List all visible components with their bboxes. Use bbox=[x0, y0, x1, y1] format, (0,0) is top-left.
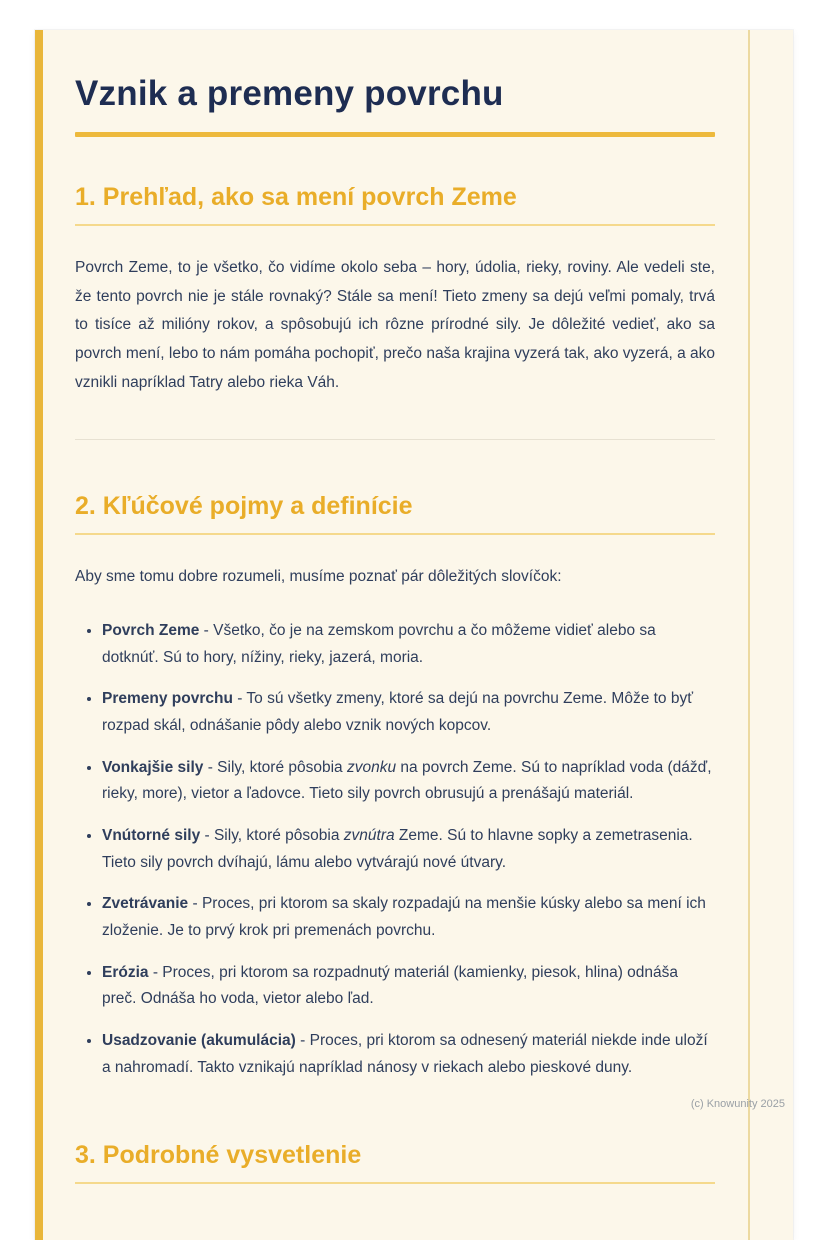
list-item bbox=[102, 618, 715, 671]
document-page bbox=[35, 30, 793, 1240]
term-label: Zvetrávanie bbox=[102, 895, 189, 913]
section-divider bbox=[75, 439, 715, 440]
term-label: Premeny povrchu bbox=[102, 690, 233, 708]
term-label: Vnútorné sily bbox=[102, 826, 201, 844]
term-label: Erózia bbox=[102, 963, 149, 981]
section-1-heading: 1. Prehľad, ako sa mení povrch Zeme bbox=[75, 183, 715, 226]
list-item bbox=[102, 891, 715, 944]
definition-text: - Proces, pri ktorom sa skaly rozpadajú na menšie kúsky alebo sa mení ich zloženie. Je to prvý krok pri premenách povrchu. bbox=[102, 895, 706, 939]
definition-text: - Proces, pri ktorom sa odnesený materiál niekde inde uloží a nahromadí. Takto vznikajú napríklad nánosy v riekach alebo pieskové duny. bbox=[102, 1031, 708, 1076]
section-1-paragraph: Povrch Zeme, to je všetko, čo vidíme okolo seba – hory, údolia, rieky, roviny. Ale vedeli ste, že tento povrch nie je stále rovnaký? Stále sa mení! Tieto zmeny sa dejú veľmi pomaly, trvá to tisíce až milióny rokov, a spôsobujú ich rôzne prírodné sily. Je dôležité vedieť, ako sa povrch mení, lebo to nám pomáha pochopiť, prečo naša krajina vyzerá tak, ako vyzerá, a ako vznikli napríklad Tatry alebo rieka Váh. bbox=[75, 259, 715, 391]
list-item bbox=[102, 1028, 715, 1081]
page-content bbox=[35, 30, 793, 1184]
copyright-note: (c) Knowunity 2025 bbox=[690, 1098, 785, 1110]
definition-text: - Všetko, čo je na zemskom povrchu a čo môžeme vidieť alebo sa dotknúť. Sú to hory, nížiny, rieky, jazerá, moria. bbox=[102, 622, 656, 666]
definition-text: - Sily, ktoré pôsobia bbox=[200, 826, 344, 844]
definition-text: - To sú všetky zmeny, ktoré sa dejú na povrchu Zeme. Môže to byť rozpad skál, odnášanie pôdy alebo vznik nových kopcov. bbox=[102, 690, 694, 734]
section-2-intro: Aby sme tomu dobre rozumeli, musíme poznať pár dôležitých slovíčok: bbox=[75, 568, 562, 586]
list-item bbox=[102, 823, 715, 876]
section-key-terms bbox=[75, 492, 715, 1081]
definitions-list bbox=[75, 618, 715, 1081]
definition-text: - Sily, ktoré pôsobia bbox=[203, 758, 347, 776]
list-item bbox=[102, 755, 715, 808]
title-underline bbox=[75, 132, 715, 137]
page-title: Vznik a premeny povrchu bbox=[75, 74, 504, 113]
section-3-heading: 3. Podrobné vysvetlenie bbox=[75, 1141, 715, 1184]
section-2-heading: 2. Kľúčové pojmy a definície bbox=[75, 492, 715, 535]
italic-word: zvonku bbox=[346, 758, 397, 776]
definition-text-after: na povrch Zeme. Sú to napríklad voda (dážď, rieky, more), vietor a ľadovce. Tieto sily povrch obrusujú a prenášajú materiál. bbox=[102, 758, 712, 803]
term-label: Povrch Zeme bbox=[102, 622, 200, 640]
term-label: Vonkajšie sily bbox=[102, 758, 204, 776]
section-overview bbox=[75, 183, 715, 397]
section-detailed-explanation bbox=[75, 1141, 715, 1184]
list-item bbox=[102, 960, 715, 1013]
italic-word: zvnútra bbox=[343, 826, 395, 844]
definition-text: - Proces, pri ktorom sa rozpadnutý materiál (kamienky, piesok, hlina) odnáša preč. Odnáša ho voda, vietor alebo ľad. bbox=[102, 963, 679, 1008]
definition-text-after: Zeme. Sú to hlavne sopky a zemetrasenia. Tieto sily povrch dvíhajú, lámu alebo vytvárajú nové útvary. bbox=[102, 826, 693, 871]
term-label: Usadzovanie (akumulácia) bbox=[102, 1031, 296, 1049]
list-item bbox=[102, 686, 715, 739]
